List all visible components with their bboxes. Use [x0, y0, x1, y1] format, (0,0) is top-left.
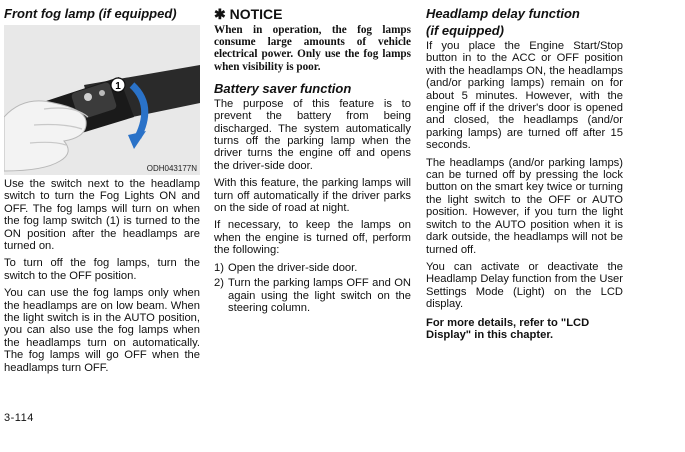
step-number: 2) [214, 277, 224, 290]
section-subtitle-if-equipped: (if equipped) [426, 23, 504, 38]
headlamp-delay-paragraph-2: The headlamps (and/or parking lamps) can be turned off by pressing the lock button on the smart key twice or turning the light switch to the OFF or AUTO position. However, if you turn the light switch to the AUTO position when it is dark outside, the headlamps will not be turned off. [426, 156, 623, 256]
callout-1-label: 1 [115, 81, 121, 92]
page-number: 3-114 [4, 412, 34, 424]
headlamp-delay-paragraph-1: If you place the Engine Start/Stop button in to the ACC or OFF position with the headlamps ON, the headlamps (and/or parking lamps) remain on for about 5 minutes. However, with the engine off if the driver's door is opened and closed, the headlamps (and/or parking lamps) are turned off after 15 seconds. [426, 40, 623, 152]
fog-lamp-paragraph-2: To turn off the fog lamps, turn the switch to the OFF position. [4, 257, 200, 282]
column-headlamp-delay [426, 6, 623, 341]
battery-saver-paragraph-3: If necessary, to keep the lamps on when the engine is turned off, perform the following: [214, 219, 411, 257]
headlamp-delay-paragraph-3: You can activate or deactivate the Headlamp Delay function from the User Settings Mode (Light) on the LCD display. [426, 260, 623, 311]
section-title-battery-saver: Battery saver function [214, 80, 352, 96]
battery-saver-paragraph-2: With this feature, the parking lamps will turn off automatically if the driver parks on the side of road at night. [214, 177, 411, 215]
battery-saver-paragraph-1: The purpose of this feature is to prevent the battery from being discharged. The system automatically turns off the parking lamp when the driver turns the engine off and opens the driver-side door. [214, 97, 411, 172]
step-number: 1) [214, 261, 224, 274]
notice-text: When in operation, the fog lamps consume large amounts of vehicle electrical power. Only use the fog lamps when visibility is poor. [214, 24, 411, 73]
hand-on-switch-image [4, 25, 200, 175]
section-title-fog-lamp: Front fog lamp (if equipped) [4, 6, 177, 21]
step-text: Open the driver-side door. [228, 261, 358, 274]
notice-title: ✱ NOTICE [214, 6, 283, 22]
section-title-headlamp-delay: Headlamp delay function [426, 6, 580, 21]
fog-lamp-switch-illustration [4, 25, 200, 175]
list-item [214, 277, 411, 314]
lcd-display-reference-note: For more details, refer to "LCD Display" in this chapter. [426, 316, 590, 341]
list-item [214, 262, 411, 274]
fog-lamp-paragraph-3: You can use the fog lamps only when the headlamps are on low beam. When the light switch is in the AUTO position, you can also use the fog lamps when the headlamps turn on automatically. The fog lamps will go OFF when the headlamps turn OFF. [4, 287, 200, 374]
step-text: Turn the parking lamps OFF and ON again using the light switch on the steering column. [228, 277, 411, 314]
fog-lamp-paragraph-1: Use the switch next to the headlamp switch to turn the Fog Lights ON and OFF. The fog lamps will turn on when the fog lamp switch (1) is turned to the ON position after the headlamps are turned on. [4, 178, 200, 253]
battery-saver-steps [214, 262, 411, 315]
column-fog-lamp [4, 6, 200, 379]
figure-code: ODH043177N [146, 164, 197, 173]
column-notice-battery-saver [214, 6, 411, 317]
